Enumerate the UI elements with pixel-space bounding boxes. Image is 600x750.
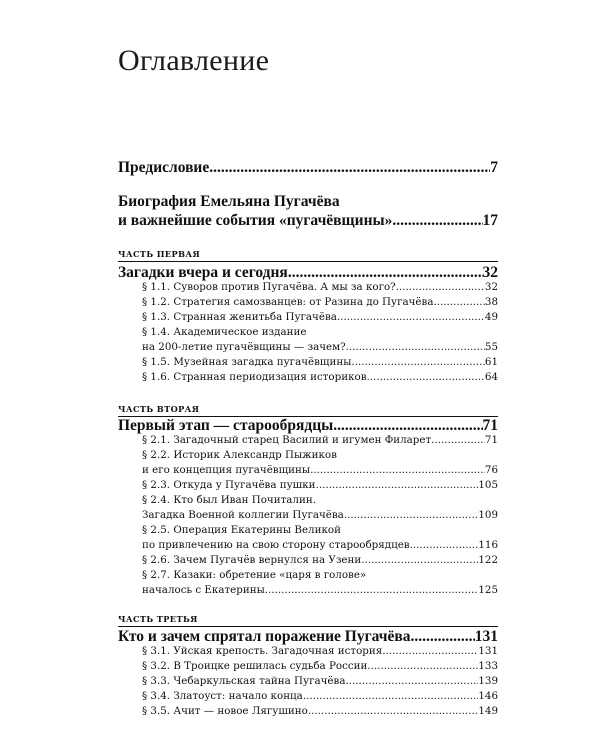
toc-entry-page: 49 (484, 311, 498, 323)
dot-leader (316, 478, 479, 493)
dot-leader (303, 689, 479, 704)
toc-entry-label: и его концепция пугачёвщины (142, 464, 311, 476)
toc-entry-page: 55 (484, 341, 498, 353)
dot-leader (265, 583, 479, 598)
dot-leader (367, 659, 478, 674)
toc-entry-page: 131 (474, 628, 498, 645)
toc-entry-label: Кто и зачем спрятал поражение Пугачёва (118, 628, 411, 645)
toc-entry-label: § 1.3. Странная женитьба Пугачёва (142, 311, 337, 323)
toc-entry-label: § 3.2. В Троицке решилась судьба России (142, 660, 368, 672)
toc-entry-3-1[interactable] (142, 644, 498, 659)
toc-entry-2-5[interactable] (142, 538, 498, 553)
toc-entry-2-1[interactable] (142, 433, 498, 448)
toc-entry-label: § 3.3. Чебаркульская тайна Пугачёва (142, 675, 346, 687)
toc-entry-page: 139 (478, 675, 498, 687)
toc-entry-label: и важнейшие события «пугачёвщины» (118, 212, 393, 229)
dot-leader (410, 538, 479, 553)
toc-entry-page: 61 (484, 356, 498, 368)
toc-entry-preface[interactable] (118, 158, 498, 178)
toc-entry-label: Загадки вчера и сегодня (118, 264, 288, 281)
dot-leader (344, 508, 479, 523)
toc-entry-page: 109 (478, 509, 498, 521)
part-three-label: ЧАСТЬ ТРЕТЬЯ (118, 614, 198, 624)
toc-entry-label: § 3.1. Уйская крепость. Загадочная история (142, 645, 383, 657)
toc-entry-biography-line1[interactable]: Биография Емельяна Пугачёва (118, 193, 340, 210)
toc-entry-1-4[interactable] (142, 340, 498, 355)
toc-entry-1-4-line1[interactable]: § 1.4. Академическое издание (142, 326, 307, 338)
dot-leader (209, 158, 490, 178)
dot-leader (382, 644, 478, 659)
dot-leader (337, 310, 485, 325)
toc-entry-label: Предисловие (118, 159, 210, 176)
toc-entry-3-4[interactable] (142, 689, 498, 704)
toc-entry-page: 32 (482, 264, 498, 281)
toc-entry-1-2[interactable] (142, 295, 498, 310)
toc-entry-label: § 3.4. Златоуст: начало конца (142, 690, 303, 702)
toc-entry-biography[interactable] (118, 211, 498, 231)
toc-entry-3-5[interactable] (142, 704, 498, 719)
dot-leader (361, 553, 478, 568)
part-one-rule (118, 261, 498, 262)
dot-leader (345, 674, 478, 689)
toc-entry-label: Загадка Военной коллегии Пугачёва (142, 509, 344, 521)
toc-entry-page: 38 (484, 296, 498, 308)
toc-entry-label: Первый этап — старообрядцы (118, 417, 334, 434)
toc-entry-page: 125 (478, 584, 498, 596)
dot-leader (431, 433, 485, 448)
toc-entry-page: 146 (478, 690, 498, 702)
dot-leader (396, 280, 485, 295)
toc-entry-label: § 1.1. Суворов против Пугачёва. А мы за кого? (142, 281, 396, 293)
toc-entry-2-2[interactable] (142, 463, 498, 478)
dot-leader (310, 463, 485, 478)
toc-entry-2-5-line1[interactable]: § 2.5. Операция Екатерины Великой (142, 524, 341, 536)
toc-entry-1-5[interactable] (142, 355, 498, 370)
toc-entry-page: 71 (482, 417, 498, 434)
toc-entry-label: § 1.5. Музейная загадка пугачёвщины (142, 356, 352, 368)
toc-entry-1-6[interactable] (142, 370, 498, 385)
toc-entry-3-2[interactable] (142, 659, 498, 674)
toc-entry-page: 131 (478, 645, 498, 657)
dot-leader (367, 370, 485, 385)
toc-entry-1-3[interactable] (142, 310, 498, 325)
toc-entry-2-3[interactable] (142, 478, 498, 493)
toc-entry-2-7-line1[interactable]: § 2.7. Казаки: обретение «царя в голове» (142, 569, 367, 581)
part-one-label: ЧАСТЬ ПЕРВАЯ (118, 249, 201, 259)
toc-entry-label: началось с Екатерины (142, 584, 265, 596)
toc-entry-page: 64 (484, 371, 498, 383)
dot-leader (433, 295, 484, 310)
toc-entry-page: 122 (478, 554, 498, 566)
toc-entry-3-3[interactable] (142, 674, 498, 689)
toc-entry-page: 71 (484, 434, 498, 446)
toc-entry-1-1[interactable] (142, 280, 498, 295)
part-two-label: ЧАСТЬ ВТОРАЯ (118, 404, 200, 414)
toc-entry-2-4-line1[interactable]: § 2.4. Кто был Иван Почиталин. (142, 494, 316, 506)
page-title: Оглавление (118, 44, 270, 77)
toc-entry-label: § 2.1. Загадочный старец Василий и игумен Филарет (142, 434, 432, 446)
toc-entry-2-2-line1[interactable]: § 2.2. Историк Александр Пыжиков (142, 449, 337, 461)
toc-entry-2-6[interactable] (142, 553, 498, 568)
toc-entry-page: 17 (482, 212, 498, 229)
toc-entry-label: § 3.5. Ачит — новое Лягушино (142, 705, 308, 717)
toc-entry-2-4[interactable] (142, 508, 498, 523)
toc-entry-page: 32 (484, 281, 498, 293)
toc-entry-label: § 1.2. Стратегия самозванцев: от Разина до Пугачёва (142, 296, 434, 308)
toc-entry-label: § 2.6. Зачем Пугачёв вернулся на Узени (142, 554, 362, 566)
toc-entry-label: по привлечению на свою сторону старообрядцев (142, 539, 410, 551)
toc-entry-label: § 2.3. Откуда у Пугачёва пушки (142, 479, 316, 491)
dot-leader (392, 211, 482, 231)
dot-leader (308, 704, 479, 719)
toc-entry-page: 133 (478, 660, 498, 672)
toc-entry-2-7[interactable] (142, 583, 498, 598)
toc-entry-page: 76 (484, 464, 498, 476)
toc-entry-label: на 200-летие пугачёвщины — зачем? (142, 341, 346, 353)
toc-entry-page: 105 (478, 479, 498, 491)
dot-leader (351, 355, 484, 370)
dot-leader (346, 340, 485, 355)
toc-entry-page: 7 (490, 159, 498, 176)
toc-entry-page: 116 (478, 539, 498, 551)
toc-entry-page: 149 (478, 705, 498, 717)
toc-entry-label: § 1.6. Странная периодизация историков (142, 371, 367, 383)
